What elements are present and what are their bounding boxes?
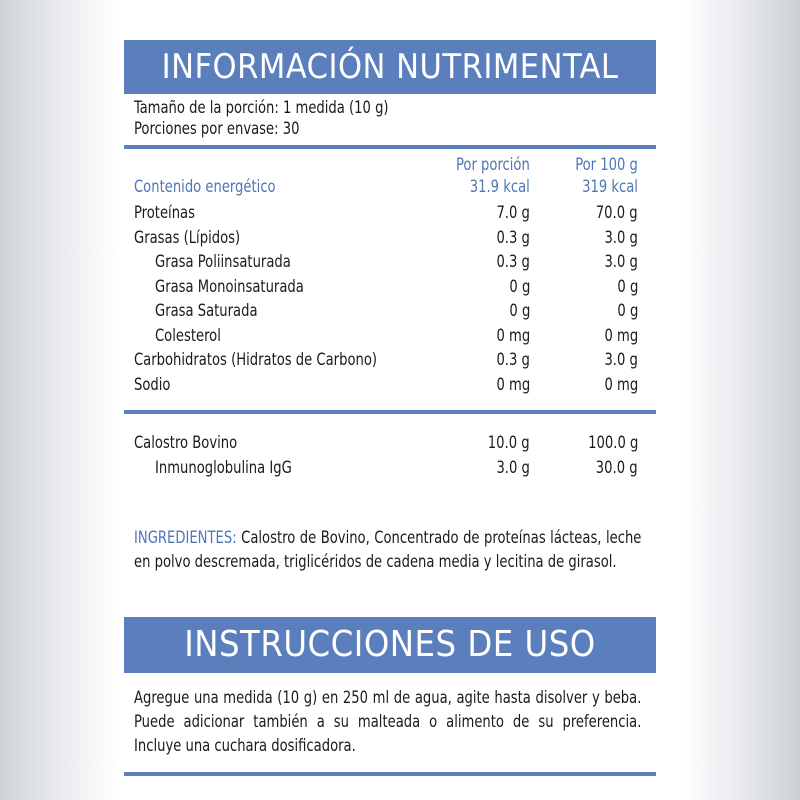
divider-bottom [124,772,656,776]
nutrition-title-banner [124,40,656,94]
row-label: Inmunoglobulina IgG [155,458,292,478]
servings-per-container: Porciones por envase: 30 [134,119,300,139]
nutrition-title: INFORMACIÓN NUTRIMENTAL [161,47,619,87]
row-value-per-serving: 0 mg [496,325,530,346]
row-value-per-100g: 3.0 g [604,252,638,272]
ingredients-label: INGREDIENTES: [134,528,237,548]
serving-size: Tamaño de la porción: 1 medida (10 g) [134,98,389,118]
row-value-per-100g: 0 g [617,301,638,321]
row-label: Carbohidratos (Hidratos de Carbono) [134,350,378,370]
row-label: Grasa Saturada [155,301,258,321]
row-value-per-serving: 0.3 g [496,227,530,248]
row-value-per-100g: 100.0 g [587,433,638,453]
row-value-per-100g: 3.0 g [604,227,638,248]
row-value-per-serving: 3.0 g [496,458,530,478]
ingredients-text: Calostro de Bovino, Concentrado de proteínas lácteas, leche en polvo descremada, triglicéridos de cadena media y lecitina de girasol. [134,528,642,572]
row-label: Calostro Bovino [134,433,238,453]
ingredients-paragraph [134,526,641,574]
instructions-title-banner [124,617,656,673]
row-value-per-100g: 70.0 g [596,203,638,223]
row-value-per-serving: 0 mg [496,374,530,395]
row-label: Grasa Poliinsaturada [155,252,291,272]
energy-label: Contenido energético [134,177,276,197]
instructions-paragraph: Agregue una medida (10 g) en 250 ml de agua, agite hasta disolver y beba. Puede adicionar también a su malteada o alimento de su preferencia. Incluye una cuchara dosificadora. [134,688,642,756]
row-value-per-serving: 0 g [509,301,530,321]
row-value-per-serving: 7.0 g [496,203,530,223]
row-value-per-100g: 30.0 g [596,458,638,478]
divider-top [124,145,656,149]
row-value-per-serving: 10.0 g [488,433,530,453]
column-header-per-100g: Por 100 g [575,155,638,175]
instructions-title: INSTRUCCIONES DE USO [184,624,596,665]
row-value-per-serving: 0.3 g [496,350,530,370]
column-header-per-serving: Por porción [456,155,530,175]
row-value-per-100g: 3.0 g [604,350,638,370]
row-value-per-serving: 0 g [509,276,530,297]
row-value-per-100g: 0 g [617,276,638,297]
row-label: Proteínas [134,203,195,223]
row-value-per-100g: 0 mg [604,325,638,346]
row-label: Sodio [134,374,171,395]
row-label: Colesterol [155,325,221,346]
divider-middle [124,410,656,414]
energy-per-serving: 31.9 kcal [469,177,530,197]
row-value-per-100g: 0 mg [604,374,638,395]
row-value-per-serving: 0.3 g [496,252,530,272]
row-label: Grasa Monoinsaturada [155,276,304,297]
energy-per-100g: 319 kcal [582,177,638,197]
row-label: Grasas (Lípidos) [134,227,241,248]
